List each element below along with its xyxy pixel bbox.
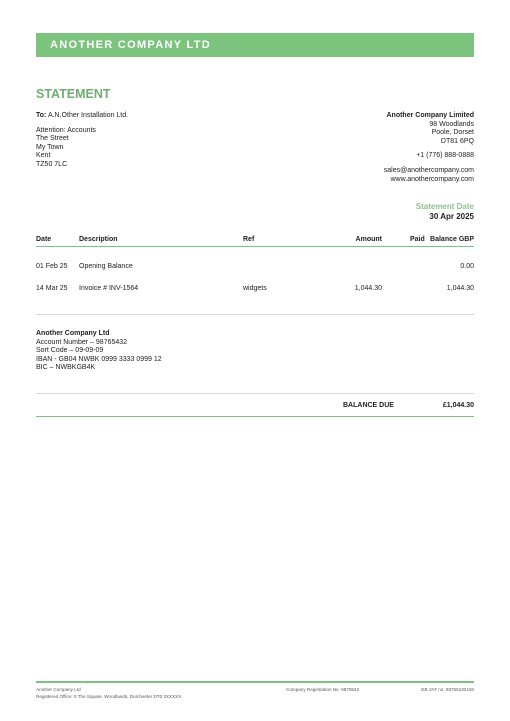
balance-due-label: BALANCE DUE xyxy=(343,402,394,409)
footer-divider xyxy=(36,681,474,683)
row-amount: 1,044.30 xyxy=(354,285,382,292)
sender-address-line: 98 Woodlands xyxy=(429,120,474,128)
recipient-address-line: The Street xyxy=(36,135,69,143)
recipient-address-line: Kent xyxy=(36,152,51,160)
recipient-name: A.N.Other Installation Ltd. xyxy=(47,112,129,119)
footer-registration: Company Registration No. 9876543 xyxy=(286,687,360,692)
recipient-label: To: xyxy=(36,112,47,119)
bank-account-name: Another Company Ltd xyxy=(36,330,110,337)
recipient-attention: Attention: Accounts xyxy=(36,126,96,134)
column-header-description: Description xyxy=(79,236,118,243)
banner-company-name: ANOTHER COMPANY LTD xyxy=(50,39,211,51)
bank-detail-line: Sort Code – 09-09-09 xyxy=(36,347,104,355)
bank-details xyxy=(36,330,162,373)
sender-address-line: Poole, Dorset xyxy=(431,129,474,137)
footer-vat: GB VAT no: 98765432100 xyxy=(420,687,474,692)
column-header-date: Date xyxy=(36,236,52,243)
company-banner xyxy=(36,33,474,57)
balance-bottom-divider xyxy=(36,416,474,417)
recipient-address-line: TZ50 7LC xyxy=(36,160,68,168)
balance-top-divider xyxy=(36,393,474,394)
row-ref: widgets xyxy=(243,285,267,292)
sender-email: sales@anothercompany.com xyxy=(383,166,474,174)
column-header-ref: Ref xyxy=(243,236,255,243)
sender-phone: +1 (776) 888-0888 xyxy=(416,152,474,160)
recipient-block xyxy=(36,112,128,170)
balance-due-value: £1,044.30 xyxy=(442,402,474,409)
table-header-divider xyxy=(36,246,474,247)
sender-website: www.anothercompany.com xyxy=(390,175,474,183)
statement-date-value: 30 Apr 2025 xyxy=(429,212,474,221)
sender-name: Another Company Limited xyxy=(386,112,474,119)
recipient-line xyxy=(36,112,128,121)
row-description: Opening Balance xyxy=(79,263,133,270)
row-description: Invoice # INV-1564 xyxy=(79,285,139,292)
row-date: 14 Mar 25 xyxy=(36,285,68,292)
row-balance: 1,044.30 xyxy=(446,285,474,292)
bank-detail-line: BIC – NWBKGB4K xyxy=(36,364,96,372)
column-header-balance: Balance GBP xyxy=(430,236,474,243)
column-header-paid: Paid xyxy=(410,236,425,243)
footer-company: Another Company Ltd xyxy=(36,687,81,692)
recipient-address-line: My Town xyxy=(36,143,64,151)
document-title: STATEMENT xyxy=(36,87,111,101)
row-date: 01 Feb 25 xyxy=(36,263,68,270)
bank-detail-line: IBAN - GB04 NWBK 0999 3333 0999 12 xyxy=(36,355,162,363)
bank-detail-line: Account Number – 98765432 xyxy=(36,338,128,346)
statement-date-label: Statement Date xyxy=(415,202,474,211)
footer-registered-office: Registered Office: 0 The Square, Woodlands, Dorchester DT0 3XXXXX xyxy=(36,694,182,699)
column-header-amount: Amount xyxy=(355,236,382,243)
row-balance: 0.00 xyxy=(460,263,474,270)
table-bottom-divider xyxy=(36,314,474,315)
sender-address-line: DT81 6PQ xyxy=(440,137,474,145)
sender-block xyxy=(384,112,474,184)
